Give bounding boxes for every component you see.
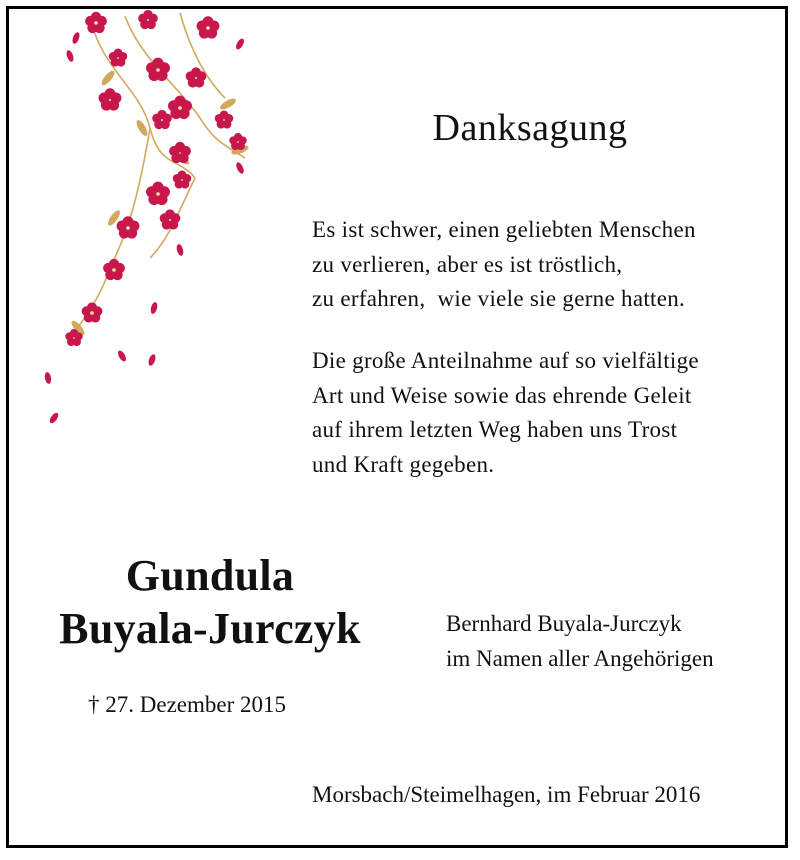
paragraph-line: zu verlieren, aber es ist tröstlich, — [312, 251, 623, 277]
paragraph-line: und Kraft gegeben. — [312, 451, 495, 477]
paragraph-line: zu erfahren, wie viele sie gerne hatten. — [312, 286, 686, 311]
paragraph-line: Art und Weise sowie das ehrende Geleit — [312, 382, 692, 408]
cherry-blossom-decoration — [30, 8, 290, 428]
paragraph-line: Die große Anteilnahme auf so vielfältige — [312, 348, 699, 373]
signer-note: im Namen aller Angehörigen — [446, 646, 714, 671]
thanks-paragraph-2 — [312, 344, 699, 482]
death-date: † 27. Dezember 2015 — [88, 692, 286, 717]
notice-heading: Danksagung — [432, 107, 628, 149]
signer-name: Bernhard Buyala-Jurczyk — [446, 611, 682, 636]
deceased-last-name: Buyala-Jurczyk — [59, 604, 361, 653]
deceased-first-name: Gundula — [125, 551, 295, 600]
paragraph-line: Es ist schwer, einen geliebten Menschen — [312, 217, 696, 242]
paragraph-line: auf ihrem letzten Weg haben uns Trost — [312, 417, 678, 442]
thanks-paragraph-1 — [312, 213, 696, 317]
signers-block — [446, 606, 714, 676]
place-and-date: Morsbach/Steimelhagen, im Februar 2016 — [312, 782, 701, 807]
